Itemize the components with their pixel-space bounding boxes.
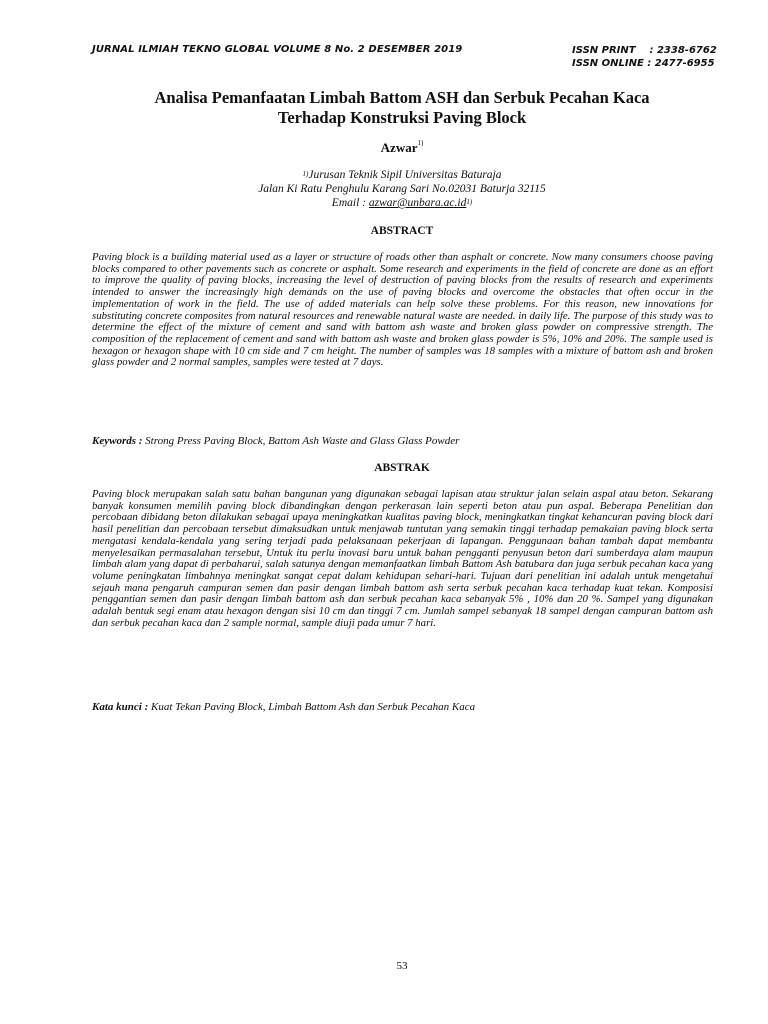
email-superscript: 1)	[466, 198, 473, 206]
abstract-heading: ABSTRACT	[370, 225, 434, 237]
keywords-label: Keywords :	[92, 435, 143, 447]
email-link[interactable]: azwar@unbara.ac.id	[368, 197, 467, 209]
email-label: Email :	[331, 197, 369, 209]
kata-kunci-text: Kuat Tekan Paving Block, Limbah Battom Ash dan Serbuk Pecahan Kaca	[148, 701, 476, 713]
paper-title	[92, 88, 712, 128]
paper-title-line-2: Terhadap Konstruksi Paving Block	[277, 108, 527, 127]
paper-title-line-1: Analisa Pemanfaatan Limbah Battom ASH dan Serbuk Pecahan Kaca	[154, 88, 650, 107]
issn-block	[572, 44, 717, 70]
affiliation	[92, 168, 712, 210]
issn-online: ISSN ONLINE : 2477-6955	[572, 58, 715, 69]
abstract-text: Paving block is a building material used as a layer or structure of roads other than asphalt or concrete. Now many consumers choose paving blocks compared to other pavements such as concrete or asphalt. Some research and experiments in the field of concrete are done as an effort to improve the quality of paving blocks, increasing the level of destruction of paving blocks from the results of research and experiments intended to answer the increasingly high demands on the use of paving blocks and overcome the obstacles that often occur in the implementation of work in the field. The use of added materials can help solve these problems. For this reason, new innovations for substituting concrete composites from natural resources and renewable natural waste are needed. in daily life. The purpose of this study was to determine the effect of the mixture of cement and sand with battom ash waste and broken glass powder on compressive strength. The composition of the replacement of cement and sand with battom ash waste and broken glass powder is 5%, 10% and 20%. The sample used is hexagon or hexagon shape with 10 cm side and 7 cm height. The number of samples was 18 samples with a mixture of battom ash and broken glass powder and 2 normal samples, samples were tested at 7 days.	[92, 251, 713, 369]
affiliation-department: $^{1)}$Jurusan Teknik Sipil Universitas Baturaja	[302, 169, 502, 181]
author-name: Azwar	[380, 140, 418, 155]
keywords-text: Strong Press Paving Block, Battom Ash Waste and Glass Glass Powder	[142, 435, 460, 447]
abstrak-heading: ABSTRAK	[374, 462, 430, 474]
author-superscript: 1)	[417, 139, 424, 147]
affiliation-address: Jalan Ki Ratu Penghulu Karang Sari No.02031 Baturja 32115	[258, 183, 546, 195]
affiliation-superscript: 1)	[302, 170, 309, 178]
kata-kunci-label: Kata kunci :	[92, 701, 149, 713]
page-number: 53	[396, 960, 408, 972]
journal-header: JURNAL ILMIAH TEKNO GLOBAL VOLUME 8 No. 2 DESEMBER 2019	[92, 44, 463, 55]
abstract-keywords	[92, 434, 713, 448]
author	[92, 140, 712, 156]
abstrak-keywords	[92, 700, 713, 714]
abstrak-text: Paving block merupakan salah satu bahan bangunan yang digunakan sebagai lapisan atau struktur jalan selain aspal atau beton. Sekarang banyak konsumen memilih paving block dibandingkan dengan perkerasan lain seperti beton atau pun aspal. Beberapa Penelitian dan percobaan dibidang beton dilakukan sebagai upaya meningkatkan kualitas paving block, meningkatkan tingkat kehancuran paving block dari hasil penelitian dan percobaan tersebut dimaksudkan untuk menjawab tuntutan yang semakin tinggi terhadap pemakaian paving block serta mengatasi kendala-kendala yang sering terjadi pada pelaksanaan pekerjaan di lapangan. Penggunaan bahan tambah dapat membantu menyelesaikan permasalahan tersebut, Untuk itu perlu inovasi baru untuk bahan pengganti penyusun beton dari sumberdaya alam maupun limbah alam yang dapat di perbaharui, salah satunya dengan memanfaatkan limbah Battom Ash batubara dan juga serbuk pecahan kaca yang volume peningkatan limbahnya meningkat sangat cepat dalam kehidupan sehari-hari. Tujuan dari penelitian ini adalah untuk mengetahui sejauh mana pengaruh campuran semen dan pasir dengan limbah battom ash serta serbuk pecahan kaca terhadap kuat tekan. Komposisi penggantian semen dan pasir dengan limbah battom ash dan serbuk pecahan kaca sebanyak 5% , 10% dan 20 %. Sampel yang digunakan adalah bentuk segi enam atau hexagon dengan sisi 10 cm dan tinggi 7 cm. Jumlah sampel sebanyak 18 sampel dengan campuran battom ash dan serbuk pecahan kaca dan 2 sample normal, sample diuji pada umur 7 hari.	[92, 488, 713, 629]
issn-print: ISSN PRINT : 2338-6762	[572, 45, 717, 56]
affiliation-email	[92, 196, 712, 210]
